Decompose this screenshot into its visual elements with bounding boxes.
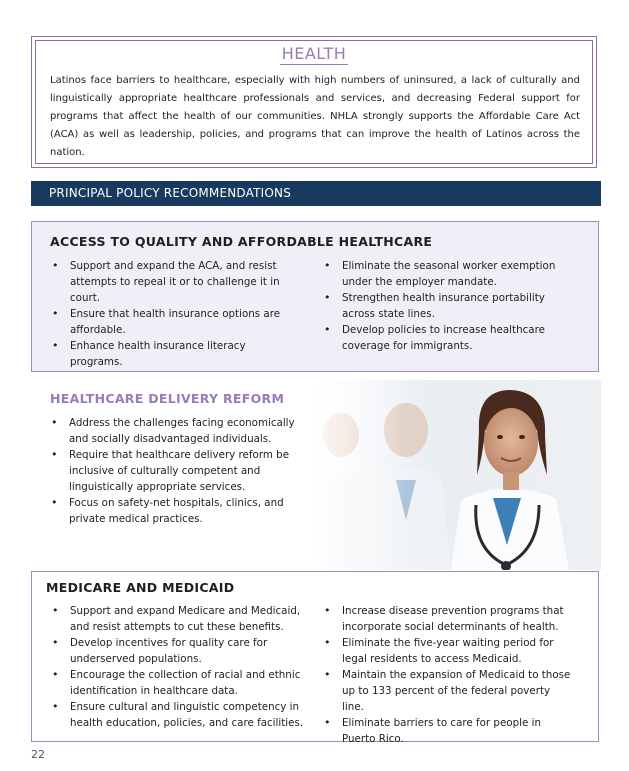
list-item: • Increase disease prevention programs that incorporate social determinants of health. (323, 603, 575, 635)
list-item: • Develop incentives for quality care for underserved populations. (51, 635, 313, 667)
list-item: • Eliminate the seasonal worker exemption under the employer mandate. (323, 258, 575, 290)
intro-paragraph: Latinos face barriers to healthcare, especially with high numbers of uninsured, a lack of culturally and linguistically appropriate healthcare professionals and services, and decreasing Federal support for programs that affect the health of our communities. NHLA strongly supports the Affordable Care Act (ACA) as well as leadership, policies, and programs that can improve the health of Latinos across the nation. (50, 75, 580, 158)
delivery-heading: HEALTHCARE DELIVERY REFORM (50, 391, 285, 406)
policy-recommendations-banner: PRINCIPAL POLICY RECOMMENDATIONS (31, 181, 601, 206)
doctors-photo (301, 380, 601, 570)
delivery-list (50, 415, 312, 527)
access-heading: ACCESS TO QUALITY AND AFFORDABLE HEALTHCARE (50, 234, 433, 249)
list-item: • Focus on safety-net hospitals, clinics, and private medical practices. (50, 495, 312, 527)
list-item: • Enhance health insurance literacy programs. (51, 338, 291, 370)
list-item: • Support and expand the ACA, and resist attempts to repeal it or to challenge it in court. (51, 258, 291, 306)
list-item: • Support and expand Medicare and Medicaid, and resist attempts to cut these benefits. (51, 603, 313, 635)
list-item: • Require that healthcare delivery reform be inclusive of culturally competent and linguistically appropriate services. (50, 447, 312, 495)
medicare-heading: MEDICARE AND MEDICAID (46, 580, 235, 595)
medicare-list-left (51, 603, 313, 731)
list-item: • Eliminate the five-year waiting period for legal residents to access Medicaid. (323, 635, 575, 667)
section-title: HEALTH (281, 44, 347, 63)
list-item: • Address the challenges facing economically and socially disadvantaged individuals. (50, 415, 312, 447)
list-item: • Eliminate barriers to care for people in Puerto Rico. (323, 715, 575, 747)
delivery-section (31, 380, 601, 570)
access-list-right (323, 258, 575, 354)
access-list-left (51, 258, 291, 370)
list-item: • Maintain the expansion of Medicaid to those up to 133 percent of the federal poverty line. (323, 667, 575, 715)
list-item: • Develop policies to increase healthcare coverage for immigrants. (323, 322, 575, 354)
medicare-list-right (323, 603, 575, 747)
list-item: • Strengthen health insurance portability across state lines. (323, 290, 575, 322)
medicare-section (31, 571, 599, 745)
page-number: 22 (31, 748, 45, 761)
list-item: • Ensure cultural and linguistic competency in health education, policies, and care facilities. (51, 699, 313, 731)
health-intro-box (31, 36, 597, 168)
list-item: • Encourage the collection of racial and ethnic identification in healthcare data. (51, 667, 313, 699)
access-section (31, 221, 599, 372)
list-item: • Ensure that health insurance options are affordable. (51, 306, 291, 338)
